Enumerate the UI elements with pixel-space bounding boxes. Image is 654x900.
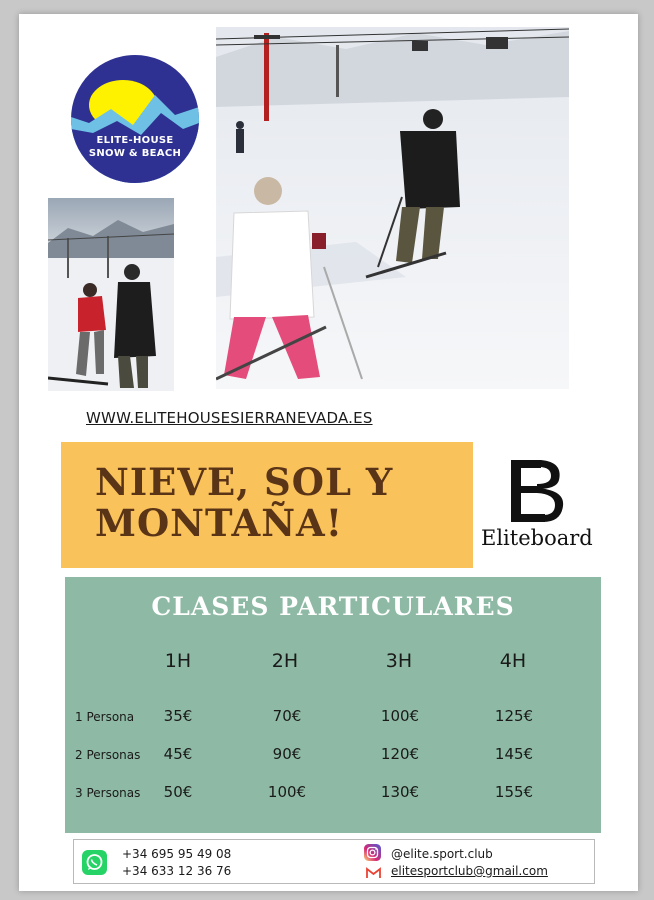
price-cell: 125€: [494, 707, 534, 725]
phone-number-1[interactable]: +34 695 95 49 08: [122, 847, 232, 861]
instagram-handle[interactable]: @elite.sport.club: [391, 847, 493, 861]
price-cell: 130€: [380, 783, 420, 801]
eliteboard-logo-icon: [507, 458, 567, 524]
ski-slope-photo: [216, 27, 569, 389]
row-label-1-persona: 1 Persona: [75, 710, 135, 724]
price-cell: 100€: [267, 783, 307, 801]
headline-text: [95, 462, 393, 544]
flyer-page: [19, 14, 638, 891]
website-link[interactable]: WWW.ELITEHOUSESIERRANEVADA.ES: [86, 409, 373, 427]
price-cell: 35€: [163, 707, 193, 725]
row-label-3-personas: 3 Personas: [75, 786, 141, 800]
column-header-2h: 2H: [271, 650, 299, 672]
phone-number-2[interactable]: +34 633 12 36 76: [122, 864, 232, 878]
email-link[interactable]: elitesportclub@gmail.com: [391, 864, 548, 878]
price-cell: 145€: [494, 745, 534, 763]
instructor-photo: [48, 198, 174, 391]
price-table: [65, 577, 601, 833]
eliteboard-name: Eliteboard: [481, 526, 593, 550]
price-cell: 90€: [272, 745, 302, 763]
price-cell: 70€: [272, 707, 302, 725]
price-cell: 155€: [494, 783, 534, 801]
price-table-title: CLASES PARTICULARES: [151, 592, 515, 621]
column-header-3h: 3H: [385, 650, 413, 672]
logo-graphic: [71, 55, 199, 183]
column-header-1h: 1H: [164, 650, 192, 672]
logo-text-line2: SNOW & BEACH: [88, 148, 182, 159]
gmail-icon[interactable]: [366, 867, 381, 879]
column-header-4h: 4H: [499, 650, 527, 672]
price-cell: 120€: [380, 745, 420, 763]
headline-banner: [61, 442, 473, 568]
price-cell: 45€: [163, 745, 193, 763]
headline-line2: MONTAÑA!: [95, 501, 343, 545]
row-label-2-personas: 2 Personas: [75, 748, 141, 762]
whatsapp-icon[interactable]: [82, 850, 107, 875]
price-cell: 100€: [380, 707, 420, 725]
headline-line1: NIEVE, SOL Y: [95, 460, 394, 504]
logo-text-line1: ELITE-HOUSE: [96, 135, 174, 146]
contact-bar: [73, 839, 595, 884]
price-cell: 50€: [163, 783, 193, 801]
elite-house-logo: [71, 55, 199, 183]
instagram-icon[interactable]: [364, 844, 381, 861]
